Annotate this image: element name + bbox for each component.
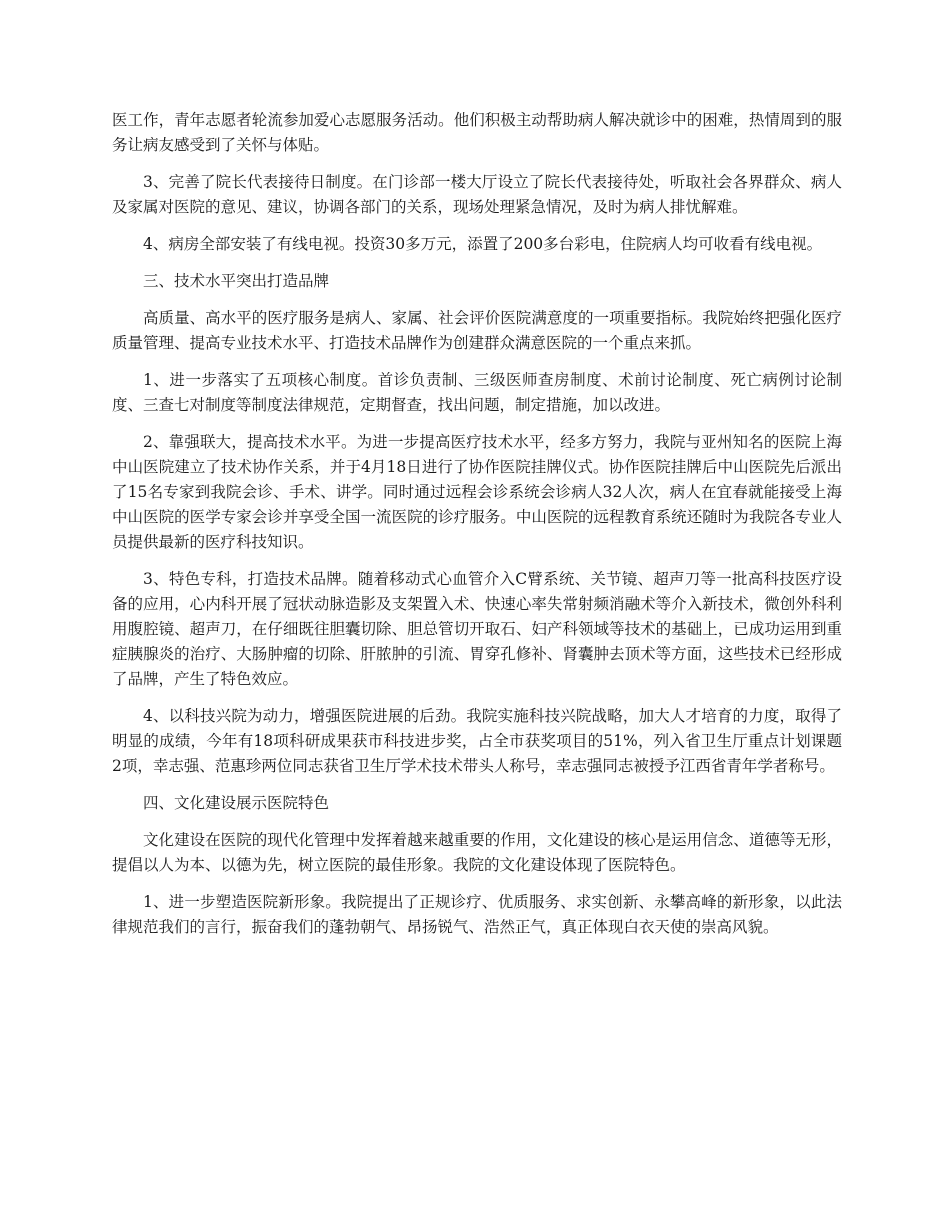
section-heading-culture: 四、文化建设展示医院特色	[143, 794, 330, 812]
paragraph-cable-tv: 4、病房全部安装了有线电视。投资30多万元，添置了200多台彩电，住院病人均可收看有线电视。	[143, 235, 823, 253]
document-page	[112, 108, 842, 952]
paragraph-core-systems: 1、进一步落实了五项核心制度。首诊负责制、三级医师查房制度、术前讨论制度、死亡病例讨论制度、三查七对制度等制度法律规范，定期督查，找出问题，制定措施，加以改进。	[112, 371, 842, 414]
paragraph-president-reception: 3、完善了院长代表接待日制度。在门诊部一楼大厅设立了院长代表接待处，听取社会各界群众、病人及家属对医院的意见、建议，协调各部门的关系，现场处理紧急情况，及时为病人排忧解难。	[112, 173, 842, 216]
paragraph-volunteer-service: 医工作，青年志愿者轮流参加爱心志愿服务活动。他们积极主动帮助病人解决就诊中的困难，热情周到的服务让病友感受到了关怀与体贴。	[112, 111, 842, 154]
paragraph-cooperation: 2、靠强联大，提高技术水平。为进一步提高医疗技术水平，经多方努力，我院与亚州知名的医院上海中山医院建立了技术协作关系，并于4月18日进行了协作医院挂牌仪式。协作医院挂牌后中山医院先后派出了15名专家到我院会诊、手术、讲学。同时通过远程会诊系统会诊病人32人次，病人在宜春就能接受上海中山医院的医学专家会诊并享受全国一流医院的诊疗服务。中山医院的远程教育系统还随时为我院各专业人员提供最新的医疗科技知识。	[112, 433, 842, 551]
paragraph-specialty-brand: 3、特色专科，打造技术品牌。随着移动式心血管介入C臂系统、关节镜、超声刀等一批高科技医疗设备的应用，心内科开展了冠状动脉造影及支架置入术、快速心率失常射频消融术等介入新技术，微创外科利用腹腔镜、超声刀，在仔细既往胆囊切除、胆总管切开取石、妇产科领域等技术的基础上，已成功运用到重症胰腺炎的治疗、大肠肿瘤的切除、肝脓肿的引流、胃穿孔修补、肾囊肿去顶术等方面，这些技术已经形成了品牌，产生了特色效应。	[112, 570, 842, 688]
paragraph-culture-intro: 文化建设在医院的现代化管理中发挥着越来越重要的作用，文化建设的核心是运用信念、道德等无形，提倡以人为本、以德为先，树立医院的最佳形象。我院的文化建设体现了医院特色。	[112, 831, 842, 874]
section-heading-technology: 三、技术水平突出打造品牌	[143, 272, 330, 290]
paragraph-new-image: 1、进一步塑造医院新形象。我院提出了正规诊疗、优质服务、求实创新、永攀高峰的新形象，以此法律规范我们的言行，振奋我们的蓬勃朝气、昂扬锐气、浩然正气，真正体现白衣天使的崇高风貌。	[112, 893, 842, 936]
paragraph-quality-intro: 高质量、高水平的医疗服务是病人、家属、社会评价医院满意度的一项重要指标。我院始终把强化医疗质量管理、提高专业技术水平、打造技术品牌作为创建群众满意医院的一个重点来抓。	[112, 309, 842, 352]
paragraph-science-tech: 4、以科技兴院为动力，增强医院进展的后劲。我院实施科技兴院战略，加大人才培育的力度，取得了明显的成绩，今年有18项科研成果获市科技进步奖，占全市获奖项目的51%，列入省卫生厅重点计划课题2项，幸志强、范惠珍两位同志获省卫生厅学术技术带头人称号，幸志强同志被授予江西省青年学者称号。	[112, 707, 842, 775]
